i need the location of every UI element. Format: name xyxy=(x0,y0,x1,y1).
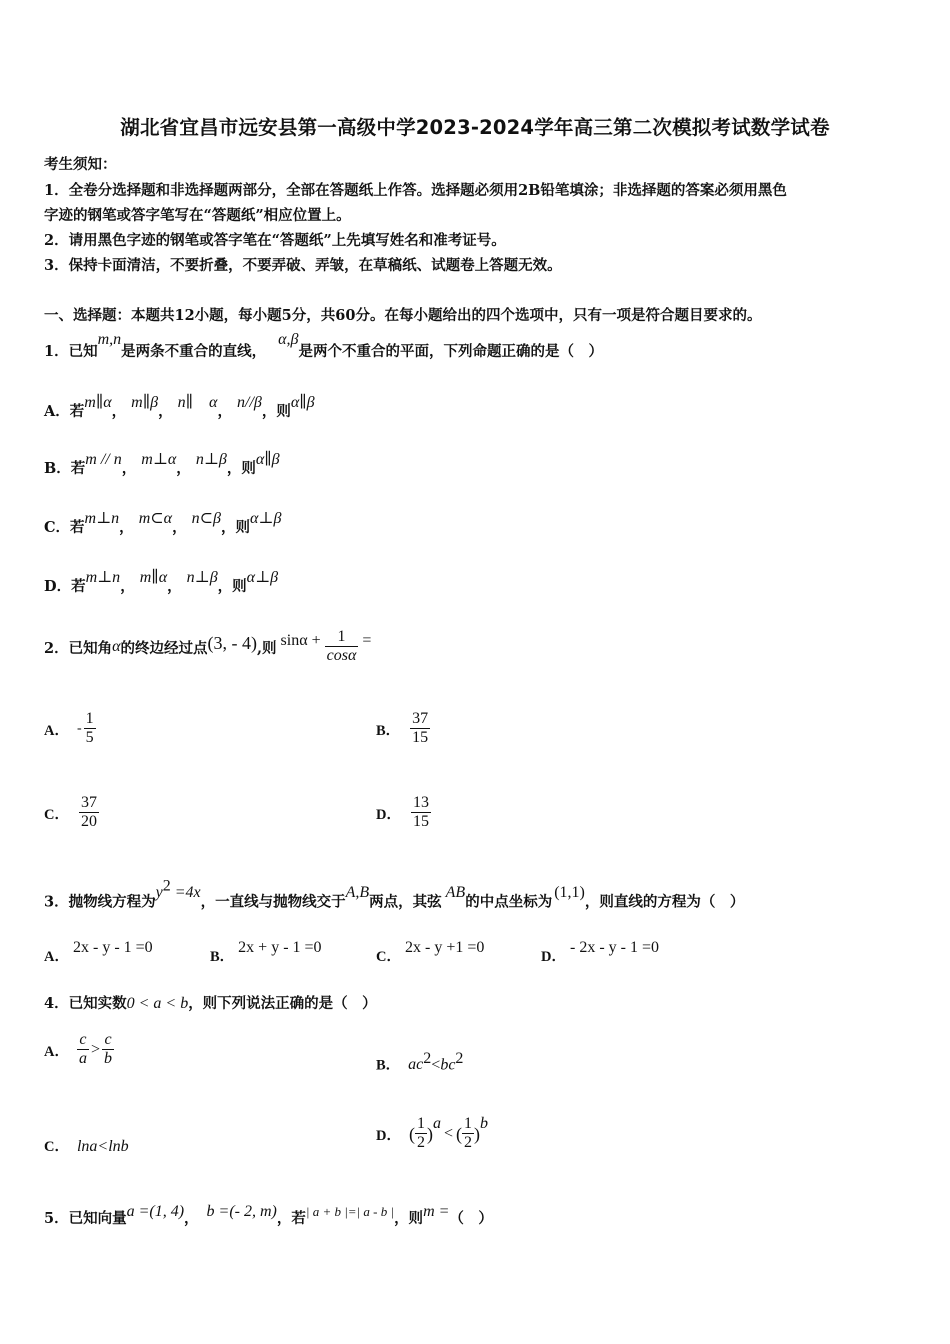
q2-text-2: 的终边经过点 xyxy=(120,639,208,657)
option-value: 2x - y - 1 =0 xyxy=(72,939,153,956)
q3-points: A,B xyxy=(345,884,370,902)
option-result: α∥β xyxy=(290,394,315,411)
option-label: D．若 xyxy=(44,578,86,595)
option-fraction xyxy=(77,1032,89,1068)
option-label: A． xyxy=(44,722,69,739)
option-term: ac xyxy=(408,1056,424,1074)
q2-angle: α xyxy=(112,638,121,655)
q1-option-c[interactable]: C．若m⊥n， m⊂α， n⊂β，则α⊥β xyxy=(44,510,282,536)
q5-text-2: ，若 xyxy=(276,1210,306,1227)
option-cond: m⊥n xyxy=(84,510,120,527)
q3-text-5: ，则直线的方程为（ ） xyxy=(584,893,745,911)
option-label: B． xyxy=(376,1057,401,1074)
option-then: ，则 xyxy=(226,460,256,477)
fraction-denominator: b xyxy=(104,1050,113,1067)
option-cond: m⊥n xyxy=(85,569,121,586)
notice-item-2: 2．请用黑色字迹的钢笔或答字笔在“答题纸”上先填写姓名和准考证号。 xyxy=(44,232,506,249)
page-title: 湖北省宜昌市远安县第一高级中学2023-2024学年高三第二次模拟考试数学试卷 xyxy=(120,116,830,139)
option-exponent: a xyxy=(432,1115,441,1132)
option-then: ，则 xyxy=(217,578,247,595)
option-cond: n∥ α xyxy=(177,394,218,411)
q1-lines-var: m,n xyxy=(97,331,122,348)
q1-option-d[interactable]: D．若m⊥n， m∥α， n⊥β，则α⊥β xyxy=(44,569,279,595)
q4-text-1: 4．已知实数 xyxy=(44,995,127,1012)
q3-eq-rest: =4x xyxy=(170,884,201,902)
q3-stem xyxy=(44,878,745,911)
q3-text-2: ，一直线与抛物线交于 xyxy=(200,893,346,911)
option-label: B．若 xyxy=(44,460,86,477)
fraction-numerator: 13 xyxy=(412,794,429,812)
q1-text-2: 是两个不重合的平面，下列命题正确的是（ ） xyxy=(298,343,604,360)
fraction-numerator: 1 xyxy=(464,1115,473,1133)
q3-option-d[interactable] xyxy=(541,936,659,965)
option-cond: n//β xyxy=(237,394,262,411)
q2-point: (3, - 4) xyxy=(207,632,257,653)
fraction-denominator: a xyxy=(78,1050,87,1067)
q4-option-d[interactable]: D． ( $\frac{1}{2}$ ) $^a$ < ( $\frac{1}{2}$ ) $^b$ xyxy=(376,1115,489,1151)
option-fraction xyxy=(410,711,430,747)
fraction-denominator: 2 xyxy=(416,1134,425,1151)
option-value: 2x + y - 1 =0 xyxy=(238,939,322,956)
q3-option-b[interactable] xyxy=(210,936,322,965)
option-exponent: 2 xyxy=(423,1050,432,1067)
fraction-numerator: 37 xyxy=(80,794,97,812)
q1-text-1: 是两条不重合的直线， xyxy=(121,343,267,360)
q5-text-4: （ ） xyxy=(449,1210,493,1227)
q3-text-1: 3．抛物线方程为 xyxy=(44,893,156,911)
fraction-numerator: c xyxy=(104,1031,112,1049)
q5-stem xyxy=(44,1203,493,1228)
q2-expr-eq: = xyxy=(362,632,372,649)
option-fraction xyxy=(462,1116,474,1152)
notice-item-1-cont: 字迹的钢笔或答字笔写在“答题纸”相应位置上。 xyxy=(44,207,351,224)
fraction-denominator: 2 xyxy=(464,1134,473,1151)
option-then: ，则 xyxy=(261,403,291,420)
q1-option-a[interactable]: A．若m∥α， m∥β， n∥ α， n//β，则α∥β xyxy=(44,394,315,420)
option-sign: - xyxy=(76,721,82,736)
q2-expr-sin: sinα + xyxy=(280,632,321,649)
q4-stem xyxy=(44,992,377,1013)
option-cond: n⊥β xyxy=(186,569,218,586)
option-label: C．若 xyxy=(44,519,85,536)
q3-eq-y: y xyxy=(155,884,163,902)
option-result: α⊥β xyxy=(246,569,279,586)
option-result: α∥β xyxy=(255,451,280,468)
option-label: B． xyxy=(210,949,235,965)
q4-condition: 0 < a < b xyxy=(126,995,189,1012)
option-label: A． xyxy=(44,1043,69,1060)
option-label: C． xyxy=(44,1139,69,1155)
q1-number: 1．已知 xyxy=(44,343,98,360)
section-heading: 一、选择题：本题共12小题，每小题5分，共60分。在每小题给出的四个选项中，只有一项是符合题目要求的。 xyxy=(44,307,762,324)
option-label: D． xyxy=(376,1127,401,1144)
option-label: B． xyxy=(376,722,401,739)
option-value: 2x - y +1 =0 xyxy=(404,939,485,956)
q5-vector-a: a =(1, 4) xyxy=(126,1203,185,1220)
option-fraction xyxy=(84,711,96,747)
q2-text-1: 2．已知角 xyxy=(44,639,113,657)
option-fraction xyxy=(102,1032,114,1068)
q2-stem xyxy=(44,622,371,672)
q5-vector-b: b =(- 2, m) xyxy=(206,1203,277,1220)
q2-option-c[interactable] xyxy=(44,790,99,836)
q1-option-b[interactable]: B．若m // n， m⊥α， n⊥β，则α∥β xyxy=(44,451,280,477)
option-result: α⊥β xyxy=(250,510,282,527)
fraction-numerator: 37 xyxy=(412,710,429,728)
q2-option-a[interactable] xyxy=(44,706,96,752)
q4-option-a[interactable] xyxy=(44,1027,114,1073)
q1-planes-var: α,β xyxy=(278,331,299,348)
fraction-denominator: 15 xyxy=(412,729,429,746)
q3-text-3: 两点，其弦 xyxy=(369,893,442,911)
option-label: A．若 xyxy=(44,403,85,420)
q3-option-a[interactable] xyxy=(44,936,153,965)
q5-unknown: m = xyxy=(423,1203,450,1220)
q4-text-2: ，则下列说法正确的是（ ） xyxy=(188,995,377,1012)
option-fraction xyxy=(79,795,99,831)
notice-item-1: 1．全卷分选择题和非选择题两部分，全部在答题纸上作答。选择题必须用2B铅笔填涂；非选择题的答案必须用黑色 xyxy=(44,182,787,199)
option-value: - 2x - y - 1 =0 xyxy=(569,939,659,956)
q5-condition: | a + b |=| a - b | xyxy=(305,1204,395,1219)
option-cond: m⊂α xyxy=(138,510,173,527)
fraction-denominator: 15 xyxy=(412,813,429,830)
option-cond: n⊥β xyxy=(195,451,227,468)
option-operator: < xyxy=(443,1125,454,1142)
option-term: bc xyxy=(440,1056,456,1074)
q2-option-d[interactable] xyxy=(376,790,431,836)
option-exponent: 2 xyxy=(455,1050,464,1067)
q3-option-c[interactable] xyxy=(376,936,485,965)
option-then: ，则 xyxy=(221,519,251,536)
option-cond: n⊂β xyxy=(191,510,222,527)
option-operator: < xyxy=(431,1056,441,1074)
option-value: lna<lnb xyxy=(76,1138,129,1155)
fraction-denominator: 5 xyxy=(85,729,94,746)
q3-chord: AB xyxy=(445,884,466,902)
q3-midpoint: (1,1) xyxy=(554,884,585,902)
fraction-numerator: 1 xyxy=(85,710,94,728)
q5-separator: ， xyxy=(184,1210,199,1227)
q3-text-4: 的中点坐标为 xyxy=(465,893,553,911)
option-exponent: b xyxy=(480,1115,489,1132)
option-cond: m∥β xyxy=(131,394,159,411)
option-label: A． xyxy=(44,949,69,965)
q3-eq-sup: 2 xyxy=(162,878,171,895)
option-fraction xyxy=(415,1116,427,1152)
notice-item-3: 3．保持卡面清洁，不要折叠，不要弄破、弄皱，在草稿纸、试题卷上答题无效。 xyxy=(44,257,562,274)
option-fraction xyxy=(411,795,431,831)
notice-heading: 考生须知： xyxy=(44,156,117,173)
fraction-numerator: c xyxy=(79,1031,87,1049)
q1-stem xyxy=(44,331,604,361)
fraction-numerator: 1 xyxy=(337,628,346,646)
option-label: C． xyxy=(44,806,69,823)
fraction-denominator: 20 xyxy=(80,813,97,830)
option-operator: > xyxy=(90,1041,101,1058)
q4-option-c[interactable] xyxy=(44,1135,129,1156)
q2-option-b[interactable] xyxy=(376,706,430,752)
q4-option-b[interactable] xyxy=(376,1050,463,1074)
q2-text-3: ,则 xyxy=(256,639,277,657)
q3-equation xyxy=(155,878,201,902)
fraction-numerator: 1 xyxy=(416,1115,425,1133)
option-label: D． xyxy=(541,949,566,965)
option-cond: m // n xyxy=(85,451,122,468)
option-label: C． xyxy=(376,949,401,965)
q5-text-3: ，则 xyxy=(394,1210,424,1227)
fraction-denominator: cosα xyxy=(326,647,357,664)
option-cond: m∥α xyxy=(139,569,168,586)
option-cond: m∥α xyxy=(84,394,112,411)
option-cond: m⊥α xyxy=(141,451,177,468)
option-label: D． xyxy=(376,806,401,823)
q2-expr-fraction xyxy=(325,629,359,665)
q5-text-1: 5．已知向量 xyxy=(44,1210,127,1227)
